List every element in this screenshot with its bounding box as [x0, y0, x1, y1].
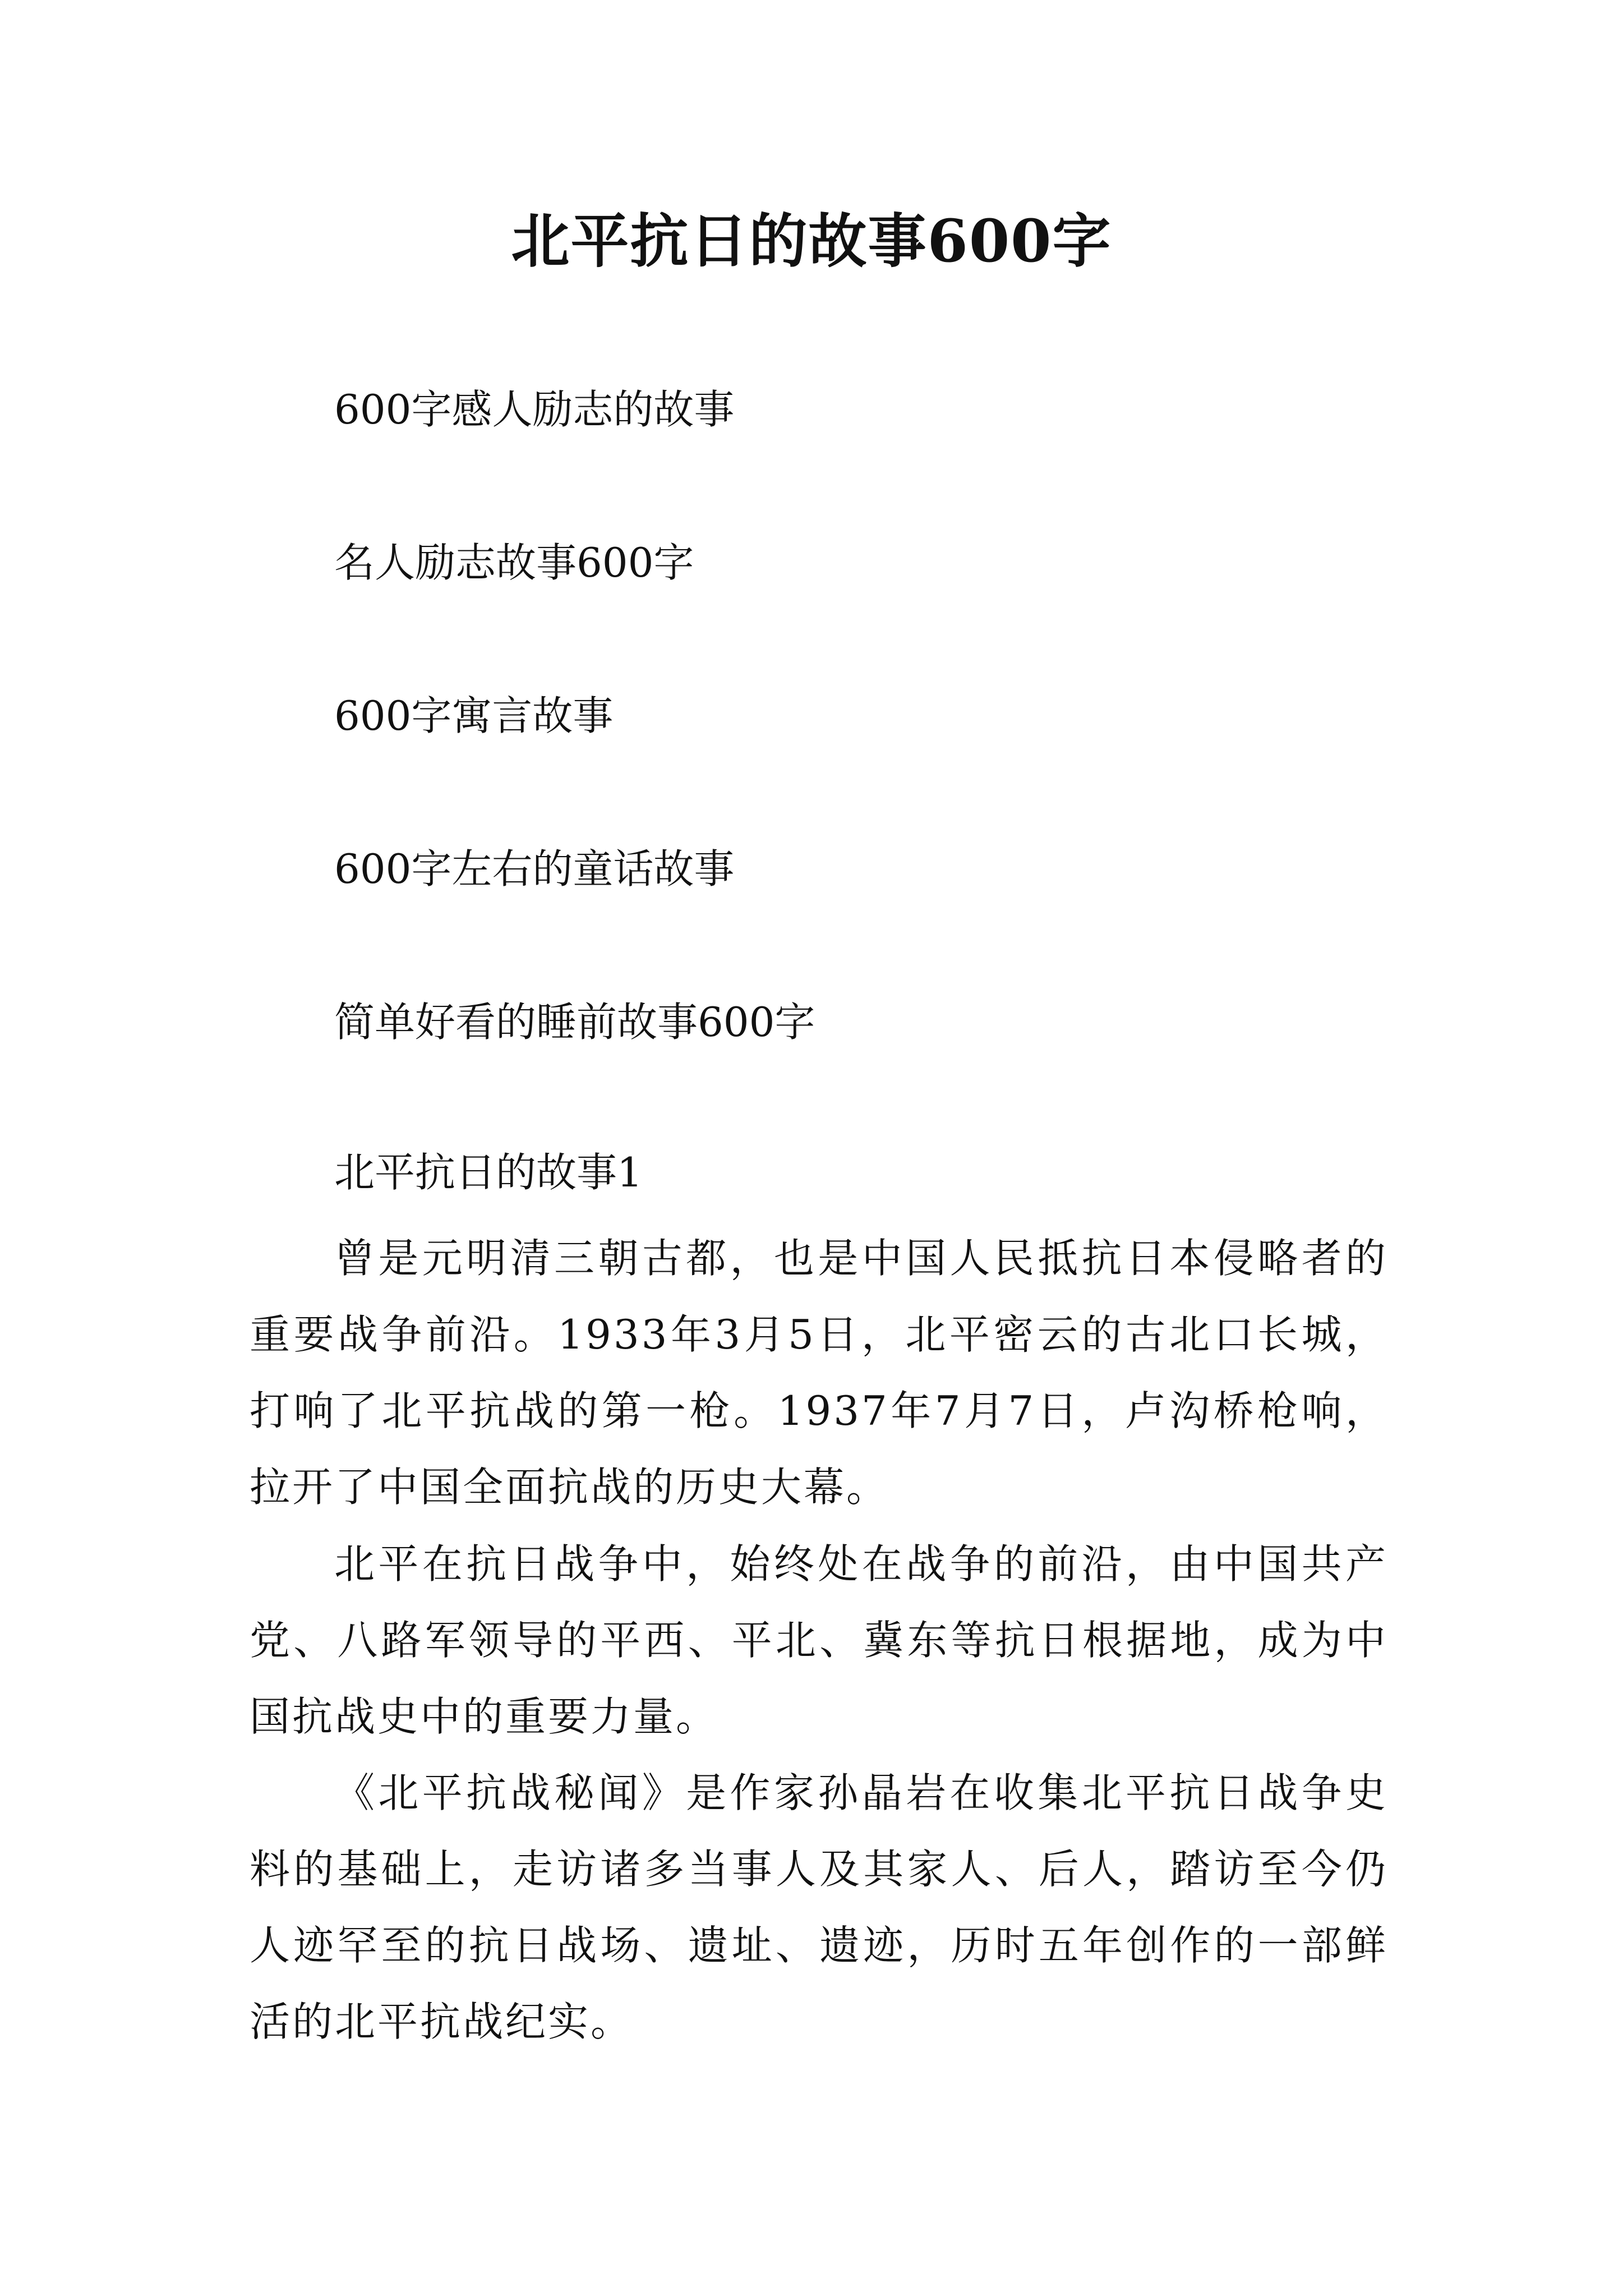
paragraph-2: 北平在抗日战争中，始终处在战争的前沿，由中国共产党、八路军领导的平西、平北、冀东等抗日根据地，成为中国抗战史中的重要力量。	[250, 1540, 1388, 1740]
related-link-3[interactable]: 600字寓言故事	[334, 692, 614, 739]
related-link-5[interactable]: 简单好看的睡前故事600字	[334, 999, 815, 1046]
related-link-2[interactable]: 名人励志故事600字	[334, 539, 694, 586]
related-link-4[interactable]: 600字左右的童话故事	[334, 845, 735, 892]
document-title: 北平抗日的故事600字	[511, 206, 1112, 275]
paragraph-1: 曾是元明清三朝古都，也是中国人民抵抗日本侵略者的重要战争前沿。1933年3月5日，北平密云的古北口长城，打响了北平抗战的第一枪。1937年7月7日，卢沟桥枪响，拉开了中国全面抗战的历史大幕。	[250, 1235, 1388, 1511]
section-heading: 北平抗日的故事1	[334, 1149, 643, 1196]
paragraph-3: 《北平抗战秘闻》是作家孙晶岩在收集北平抗日战争史料的基础上，走访诸多当事人及其家人、后人，踏访至今仍人迹罕至的抗日战场、遗址、遗迹，历时五年创作的一部鲜活的北平抗战纪实。	[250, 1769, 1388, 2045]
related-link-1[interactable]: 600字感人励志的故事	[334, 386, 735, 433]
